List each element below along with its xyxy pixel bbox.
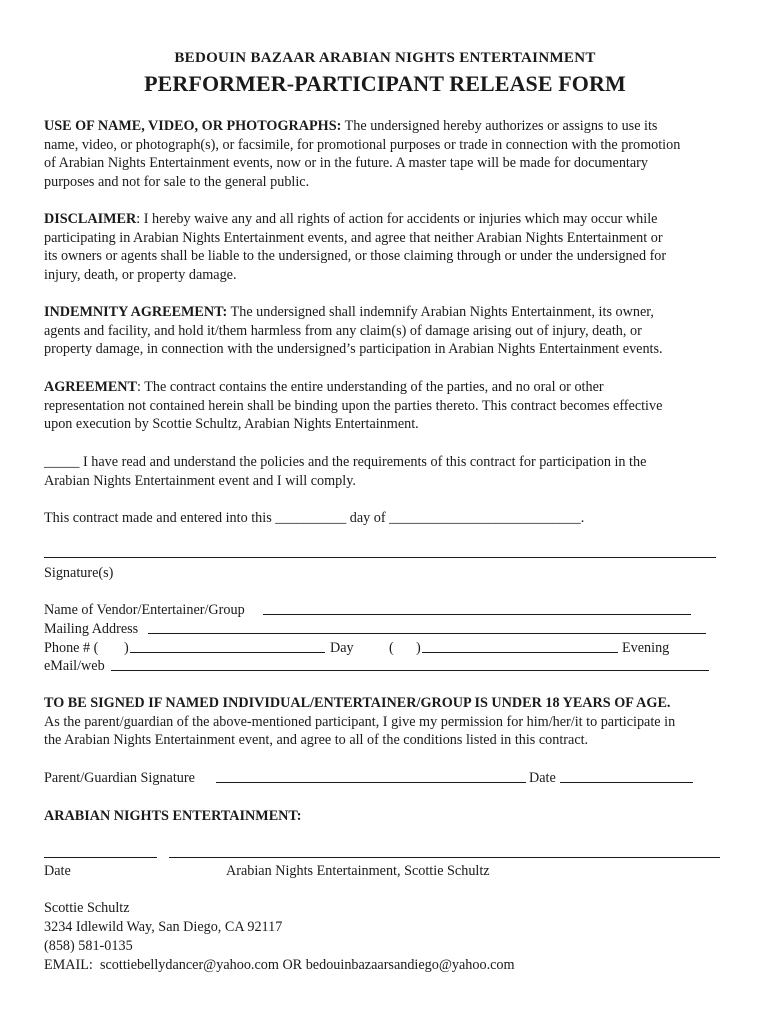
company-date-field[interactable] <box>44 857 157 858</box>
phone-day-field[interactable] <box>130 652 325 653</box>
acknowledgement-initial-blank[interactable]: _____ <box>44 454 80 470</box>
use-of-name-line: name, video, or photograph(s), or facsimile, for promotional purposes or trade in connection with the promotion <box>44 136 681 153</box>
contact-email-line <box>44 956 515 975</box>
acknowledgement-section <box>44 453 734 490</box>
minor-section-line: the Arabian Nights Entertainment event, and agree to all of the conditions listed in this contract. <box>44 732 589 748</box>
vendor-name-label: Name of Vendor/Entertainer/Group <box>44 602 245 618</box>
indemnity-heading: INDEMNITY AGREEMENT: <box>44 304 228 320</box>
contact-phone: (858) 581-0135 <box>44 938 133 954</box>
agreement-line: upon execution by Scottie Schultz, Arabian Nights Entertainment. <box>44 416 419 432</box>
use-of-name-heading: USE OF NAME, VIDEO, OR PHOTOGRAPHS: <box>44 118 342 134</box>
disclaimer-line: : I hereby waive any and all rights of action for accidents or injuries which may occur while <box>136 211 658 227</box>
contact-name: Scottie Schultz <box>44 900 130 916</box>
email-web-label: eMail/web <box>44 658 105 674</box>
company-signer-label: Arabian Nights Entertainment, Scottie Schultz <box>226 863 490 879</box>
contract-month-blank[interactable]: ___________________________ <box>389 510 581 526</box>
contact-email-label: EMAIL: <box>44 957 93 973</box>
agreement-line: : The contract contains the entire understanding of the parties, and no oral or other <box>137 379 604 395</box>
contact-email-or: OR <box>282 957 303 973</box>
phone-evening-open-paren: ( <box>389 640 394 656</box>
phone-evening-field[interactable] <box>422 652 618 653</box>
agreement-heading: AGREEMENT <box>44 379 138 395</box>
use-of-name-line: purposes and not for sale to the general public. <box>44 173 310 190</box>
signature-line[interactable] <box>44 557 716 558</box>
phone-label: Phone # ( <box>44 640 99 656</box>
use-of-name-line: of Arabian Nights Entertainment events, now or in the future. A master tape will be made for documentary <box>44 155 648 171</box>
disclaimer-line: injury, death, or property damage. <box>44 266 237 283</box>
guardian-date-field[interactable] <box>560 782 693 783</box>
use-of-name-line: The undersigned hereby authorizes or assigns to use its <box>341 118 658 134</box>
contact-address: 3234 Idlewild Way, San Diego, CA 92117 <box>44 919 283 935</box>
minor-section-line: As the parent/guardian of the above-mentioned participant, I give my permission for him/her/it to participate in <box>44 713 676 730</box>
acknowledgement-line: I have read and understand the policies and the requirements of this contract for participation in the <box>79 454 647 470</box>
contact-email-primary[interactable]: scottiebellydancer@yahoo.com <box>99 957 279 973</box>
phone-evening-close-paren: ) <box>416 640 421 656</box>
contract-day-of: day of <box>349 510 386 526</box>
contract-date-suffix: . <box>580 510 585 526</box>
company-signature-field[interactable] <box>169 857 720 858</box>
indemnity-line: property damage, in connection with the undersigned’s participation in Arabian Nights Entertainment events. <box>44 341 663 357</box>
disclaimer-line: participating in Arabian Nights Entertainment events, and agree that neither Arabian Nights Entertainment or <box>44 229 663 246</box>
disclaimer-line: its owners or agents shall be liable to the undersigned, or those claiming through or under the undersigned for <box>44 248 667 264</box>
indemnity-line: The undersigned shall indemnify Arabian Nights Entertainment, its owner, <box>227 304 654 320</box>
minor-section-heading: TO BE SIGNED IF NAMED INDIVIDUAL/ENTERTAINER/GROUP IS UNDER 18 YEARS OF AGE. <box>44 695 671 711</box>
guardian-date-label: Date <box>529 770 556 786</box>
mailing-address-label: Mailing Address <box>44 621 139 637</box>
indemnity-line: agents and facility, and hold it/them harmless from any claim(s) of damage arising out of injury, death, or <box>44 322 642 339</box>
phone-area-close-paren: ) <box>124 640 129 656</box>
company-section-heading: ARABIAN NIGHTS ENTERTAINMENT: <box>44 808 302 824</box>
company-date-label: Date <box>44 863 71 879</box>
organization-name: BEDOUIN BAZAAR ARABIAN NIGHTS ENTERTAINMENT <box>174 50 596 66</box>
contact-email-secondary[interactable]: bedouinbazaarsandiego@yahoo.com <box>305 957 515 973</box>
mailing-address-field[interactable] <box>148 633 706 634</box>
phone-day-label: Day <box>330 640 354 656</box>
indemnity-section <box>44 303 734 359</box>
email-web-field[interactable] <box>111 670 709 671</box>
agreement-line: representation not contained herein shall be binding upon the parties thereto. This contract becomes effective <box>44 397 663 414</box>
contract-day-blank[interactable]: __________ <box>275 510 347 526</box>
minor-section <box>44 694 734 750</box>
guardian-signature-field[interactable] <box>216 782 526 783</box>
acknowledgement-line: Arabian Nights Entertainment event and I will comply. <box>44 472 356 489</box>
disclaimer-heading: DISCLAIMER <box>44 211 137 227</box>
vendor-name-field[interactable] <box>263 614 691 615</box>
contract-date-line <box>44 509 734 528</box>
guardian-signature-label: Parent/Guardian Signature <box>44 770 195 786</box>
disclaimer-section <box>44 210 734 284</box>
agreement-section <box>44 378 734 434</box>
use-of-name-section <box>44 117 734 191</box>
form-title: PERFORMER-PARTICIPANT RELEASE FORM <box>144 71 626 96</box>
contract-date-prefix: This contract made and entered into this <box>44 510 272 526</box>
signature-label: Signature(s) <box>44 565 114 581</box>
phone-evening-label: Evening <box>622 640 670 656</box>
